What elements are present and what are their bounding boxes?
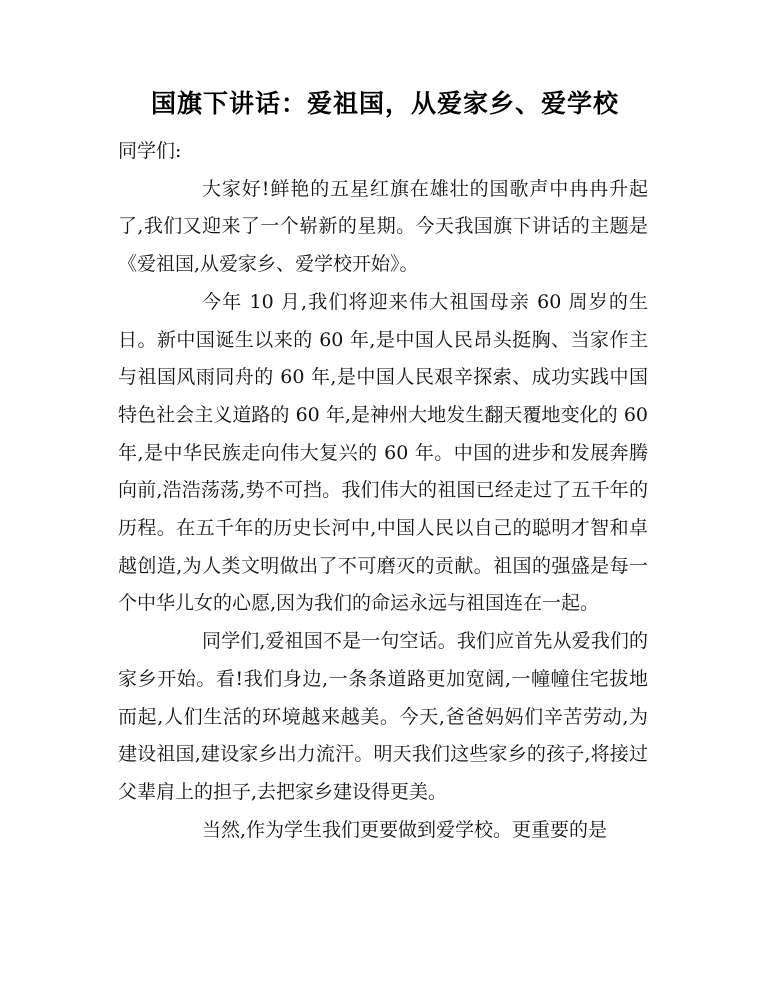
document-title: 国旗下讲话：爱祖国，从爱家乡、爱学校 — [150, 89, 619, 118]
paragraph-hometown: 同学们,爱祖国不是一句空话。我们应首先从爱我们的家乡开始。看!我们身边,一条条道路更加宽阔,一幢幢住宅拔地而起,人们生活的环境越来越美。今天,爸爸妈妈们辛苦劳动,为建设祖国,建设家乡出力流汗。明天我们这些家乡的孩子,将接过父辈肩上的担子,去把家乡建设得更美。 — [118, 630, 648, 803]
paragraph-greeting: 大家好!鲜艳的五星红旗在雄壮的国歌声中冉冉升起了,我们又迎来了一个崭新的星期。今天我国旗下讲话的主题是《爱祖国,从爱家乡、爱学校开始》。 — [118, 177, 648, 276]
paragraph-school: 当然,作为学生我们更要做到爱学校。更重要的是 — [202, 818, 608, 841]
salutation: 同学们: — [118, 140, 182, 162]
document-body — [118, 133, 648, 849]
paragraph-anniversary: 今年 10 月,我们将迎来伟大祖国母亲 60 周岁的生日。新中国诞生以来的 60 年,是中国人民昂头挺胸、当家作主与祖国风雨同舟的 60 年,是中国人民艰辛探索、成功实践中国特色社会主义道路的 60 年,是神州大地发生翻天覆地变化的 60 年,是中华民族走向伟大复兴的 60 年。中国的进步和发展奔腾向前,浩浩荡荡,势不可挡。我们伟大的祖国已经走过了五千年的历程。在五千年的历史长河中,中国人民以自己的聪明才智和卓越创造,为人类文明做出了不可磨灭的贡献。祖国的强盛是每一个中华儿女的心愿,因为我们的命运永远与祖国连在一起。 — [118, 290, 648, 615]
